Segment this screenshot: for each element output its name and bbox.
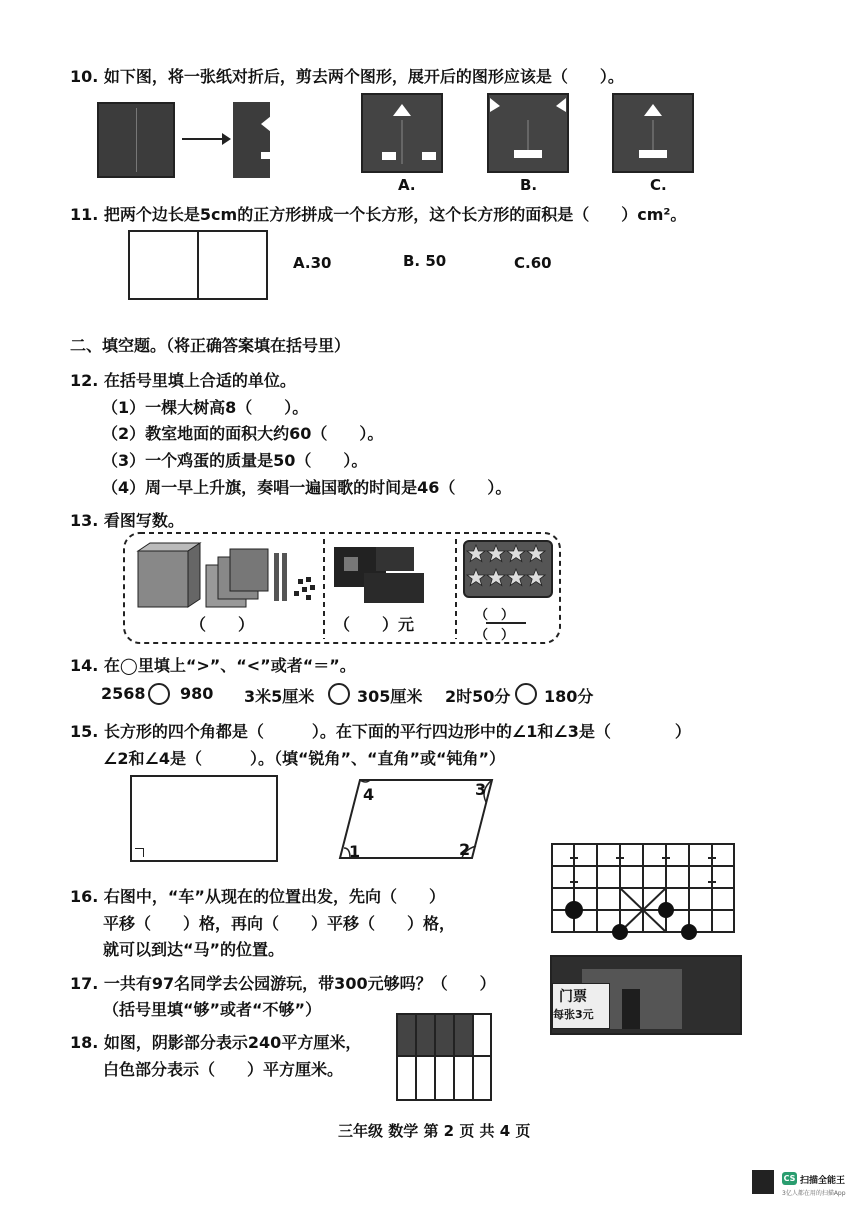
arrow-right-icon	[222, 133, 231, 145]
banknotes-image	[334, 547, 424, 603]
q13-text: 13. 看图写数。	[70, 511, 184, 530]
q12-item-4: （4）周一早上升旗，奏唱一遍国歌的时间是46（ ）。	[102, 478, 512, 497]
rectangle-figure	[130, 775, 278, 862]
q14-item-2-right: 305厘米	[357, 687, 423, 706]
q18-line-1: 18. 如图，阴影部分表示240平方厘米，	[70, 1033, 362, 1052]
q14-item-3-left: 2时50分	[445, 687, 511, 706]
arrow-shaft	[182, 138, 226, 140]
piece-2	[612, 924, 628, 940]
q10-option-figures	[360, 92, 700, 174]
cut-triangle	[261, 116, 271, 132]
q15-line-1: 15. 长方形的四个角都是（ ）。在下面的平行四边形中的∠1和∠3是（ ）	[70, 722, 691, 741]
q14-text: 14. 在◯里填上“>”、“<”或者“＝”。	[70, 656, 356, 675]
q11-option-a: A.30	[293, 254, 332, 272]
q15-line-2: ∠2和∠4是（ ）。（填“锐角”、“直角”或“钝角”）	[103, 749, 506, 768]
angle-label-3: 3	[475, 780, 487, 799]
square-divider	[197, 232, 199, 298]
compare-circle-3[interactable]	[515, 683, 537, 705]
q16-line-1: 16. 右图中，“车”从现在的位置出发，先向（ ）	[70, 887, 445, 906]
ticket-price: 每张3元	[553, 1008, 594, 1021]
q10-option-a: A.	[398, 176, 416, 194]
q13-fraction-numerator: （ ）	[475, 608, 515, 623]
compare-circle-1[interactable]	[148, 683, 170, 705]
q13-blank-1: （ ）	[190, 615, 255, 634]
q18-line-2: 白色部分表示（ ）平方厘米。	[103, 1060, 344, 1079]
q16-line-2: 平移（ ）格，再向（ ）平移（ ）格，	[103, 914, 456, 933]
q11-option-b: B. 50	[403, 252, 447, 270]
scanner-name: 扫描全能王	[800, 1176, 846, 1186]
q14-item-1-left: 2568	[101, 684, 146, 703]
piece-3	[658, 902, 674, 918]
q10-text: 10. 如下图，将一张纸对折后，剪去两个图形，展开后的图形应该是（ ）。	[70, 67, 624, 86]
section2-title: 二、填空题。（将正确答案填在括号里）	[70, 336, 351, 355]
q12-text: 12. 在括号里填上合适的单位。	[70, 371, 296, 390]
chess-board-figure	[548, 840, 738, 940]
q14-item-2-left: 3米5厘米	[244, 687, 315, 706]
cut-rectangle	[261, 152, 271, 159]
ticket-sign	[552, 983, 610, 1029]
q13-fraction-denominator: （ ）	[475, 628, 515, 643]
two-square-rectangle	[128, 230, 268, 300]
q11-option-c: C.60	[514, 254, 552, 272]
angle-label-1: 1	[349, 842, 361, 861]
q13-blank-2: （ ）元	[334, 615, 415, 634]
hundred-flats-icon	[206, 549, 268, 607]
q12-item-3: （3）一个鸡蛋的质量是50（ ）。	[102, 451, 368, 470]
q11-text: 11. 把两个边长是5cm的正方形拼成一个长方形，这个长方形的面积是（ ）cm²。	[70, 205, 687, 224]
ticket-label: 门票	[559, 989, 587, 1005]
che-piece	[565, 901, 583, 919]
compare-circle-2[interactable]	[328, 683, 350, 705]
q14-item-3-right: 180分	[544, 687, 594, 706]
right-angle-mark	[135, 848, 144, 857]
q12-item-2: （2）教室地面的面积大约60（ ）。	[102, 424, 384, 443]
q17-line-1: 17. 一共有97名同学去公园游玩，带300元够吗？（ ）	[70, 974, 496, 993]
ma-piece	[681, 924, 697, 940]
q10-option-b: B.	[520, 176, 538, 194]
ten-rods-icon	[274, 553, 287, 601]
q16-line-3: 就可以到达“马”的位置。	[103, 940, 285, 959]
gate-door	[622, 989, 640, 1029]
fold-line	[136, 108, 137, 172]
page-footer: 三年级 数学 第 2 页 共 4 页	[338, 1122, 531, 1140]
angle-label-2: 2	[459, 840, 471, 859]
folded-paper-square	[97, 102, 175, 178]
qr-code-image	[752, 1170, 774, 1194]
scanner-tagline: 3亿人都在用的扫描App	[782, 1190, 846, 1197]
unit-cubes-icon	[294, 577, 315, 600]
q14-item-1-right: 980	[180, 684, 214, 703]
q12-item-1: （1）一棵大树高8（ ）。	[102, 398, 309, 417]
cut-half-paper	[233, 102, 270, 178]
angle-label-4: 4	[363, 785, 375, 804]
star-icons	[466, 543, 548, 593]
q17-line-2: （括号里填“够”或者“不够”）	[103, 1000, 322, 1019]
q10-option-c: C.	[650, 176, 667, 194]
park-gate-image	[550, 955, 742, 1035]
scanner-badge: CS	[783, 1174, 796, 1183]
q18-grid-figure	[395, 1012, 495, 1104]
thousand-cube-icon	[138, 543, 200, 607]
